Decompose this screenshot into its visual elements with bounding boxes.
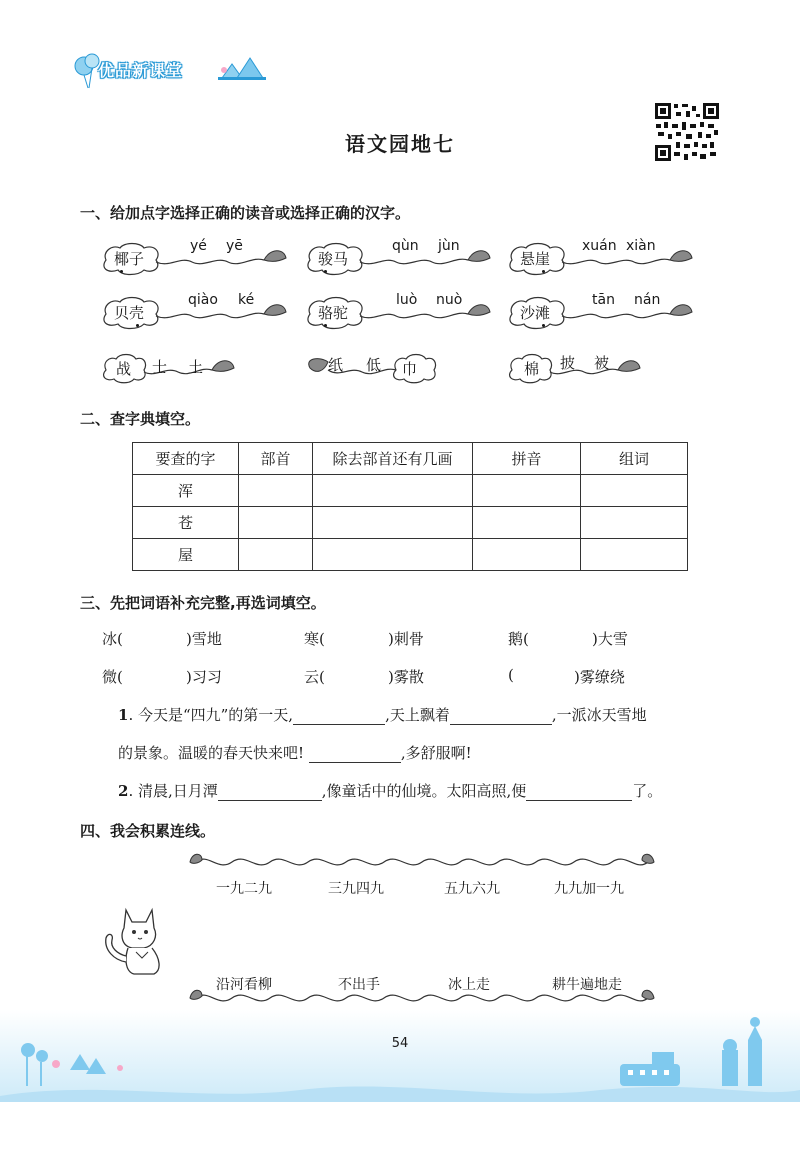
word-cell[interactable] (581, 475, 688, 507)
pinyin-word: 贝壳 (114, 304, 145, 322)
pinyin-item[interactable] (304, 238, 494, 280)
lookup-char: 浑 (133, 475, 239, 507)
match-bottom-item[interactable]: 沿河看柳 (216, 977, 272, 993)
question-text: ,多舒服啊! (400, 744, 472, 762)
pinyin-option-1[interactable]: tān (592, 292, 615, 308)
pinyin-option-1[interactable]: luò (396, 292, 418, 308)
column-header: 组词 (581, 443, 688, 475)
char-item[interactable] (100, 348, 240, 390)
question-text: . 今天是“四九”的第一天, (128, 706, 294, 724)
question-text: ,天上飘着 (385, 706, 450, 724)
question-1-line-2 (118, 742, 472, 763)
section-3-heading: 三、先把词语补充完整,再选词填空。 (80, 594, 326, 612)
pinyin-item[interactable] (304, 292, 494, 334)
char-option-2[interactable]: 被 (594, 354, 610, 372)
char-option-1[interactable]: 纸 (328, 356, 344, 374)
pinyin-option-1[interactable]: xuán (582, 238, 617, 254)
pinyin-word: 骆驼 (318, 304, 349, 322)
match-top-item[interactable]: 九九加一九 (554, 881, 624, 897)
char-word: 巾 (402, 360, 418, 378)
strokes-cell[interactable] (313, 539, 473, 571)
pinyin-option-2[interactable]: jùn (438, 238, 460, 254)
match-bottom-item[interactable]: 耕牛遍地走 (552, 977, 622, 993)
answer-blank[interactable] (526, 783, 632, 801)
column-header: 除去部首还有几画 (313, 443, 473, 475)
pinyin-cell[interactable] (473, 475, 581, 507)
column-header: 部首 (239, 443, 313, 475)
match-top-item[interactable]: 一九二九 (216, 881, 272, 897)
brand-name: 优品新课堂 (98, 61, 184, 80)
pinyin-option-1[interactable]: yé (190, 238, 207, 254)
table-row (133, 475, 688, 507)
pinyin-item[interactable] (100, 292, 290, 334)
answer-blank[interactable] (293, 707, 385, 725)
idiom-part: 冰( (102, 630, 123, 648)
pinyin-cell[interactable] (473, 507, 581, 539)
column-header: 拼音 (473, 443, 581, 475)
lookup-char: 苍 (133, 507, 239, 539)
answer-blank[interactable] (218, 783, 322, 801)
idiom-part: ( (508, 666, 514, 684)
strokes-cell[interactable] (313, 507, 473, 539)
idiom-part: )习习 (186, 668, 222, 686)
idiom-part: 鹅( (508, 630, 529, 648)
idiom-part: )雾缭绕 (574, 668, 625, 686)
section-1-heading: 一、给加点字选择正确的读音或选择正确的汉字。 (80, 204, 411, 222)
word-cell[interactable] (581, 507, 688, 539)
emphasis-dot (136, 324, 139, 327)
pinyin-option-1[interactable]: qiào (188, 292, 218, 308)
char-word: 棉 (524, 360, 540, 378)
answer-blank[interactable] (309, 745, 401, 763)
idiom-part: )大雪 (592, 630, 628, 648)
emphasis-dot (324, 270, 327, 273)
pinyin-option-2[interactable]: yē (226, 238, 243, 254)
emphasis-dot (542, 324, 545, 327)
pinyin-option-2[interactable]: nán (634, 292, 661, 308)
pinyin-item[interactable] (100, 238, 290, 280)
char-option-2[interactable]: 土 (188, 358, 204, 376)
brand-logo (72, 48, 272, 90)
section-4-heading: 四、我会积累连线。 (80, 822, 216, 840)
pinyin-word: 椰子 (114, 250, 145, 268)
pinyin-word: 骏马 (318, 250, 349, 268)
match-top-item[interactable]: 五九六九 (444, 881, 500, 897)
emphasis-dot (324, 324, 327, 327)
question-1-line-1 (118, 704, 647, 725)
question-text: 了。 (632, 782, 663, 800)
section-2-heading: 二、查字典填空。 (80, 410, 201, 428)
radical-cell[interactable] (239, 475, 313, 507)
match-bottom-item[interactable]: 冰上走 (448, 977, 490, 993)
pinyin-option-2[interactable]: ké (238, 292, 255, 308)
cat-illustration-icon (96, 900, 176, 980)
emphasis-dot (542, 270, 545, 273)
char-item[interactable] (304, 348, 444, 390)
question-number: 2 (118, 782, 129, 800)
emphasis-dot (120, 270, 123, 273)
idiom-part: )刺骨 (388, 630, 424, 648)
radical-cell[interactable] (239, 539, 313, 571)
table-row (133, 539, 688, 571)
question-2 (118, 780, 662, 801)
idiom-part: )雪地 (186, 630, 222, 648)
idiom-part: 寒( (304, 630, 325, 648)
matching-area (188, 848, 656, 1018)
pinyin-word: 悬崖 (520, 250, 551, 268)
question-text: ,一派冰天雪地 (551, 706, 647, 724)
answer-blank[interactable] (450, 707, 552, 725)
pinyin-item[interactable] (506, 238, 696, 280)
char-item[interactable] (506, 348, 646, 390)
page-title: 语文园地七 (345, 132, 455, 156)
char-option-1[interactable]: 士 (152, 358, 168, 376)
match-top-item[interactable]: 三九四九 (328, 881, 384, 897)
idiom-part: 微( (102, 668, 123, 686)
table-row (133, 507, 688, 539)
dictionary-table (132, 442, 688, 571)
pinyin-option-2[interactable]: xiàn (626, 238, 656, 254)
word-cell[interactable] (581, 539, 688, 571)
pinyin-item[interactable] (506, 292, 696, 334)
question-text: . 清晨,日月潭 (128, 782, 218, 800)
pinyin-word: 沙滩 (520, 304, 551, 322)
char-option-2[interactable]: 低 (366, 356, 382, 374)
match-bottom-item[interactable]: 不出手 (338, 977, 380, 993)
pinyin-option-1[interactable]: qùn (392, 238, 419, 254)
idiom-part: 云( (304, 668, 325, 686)
footer-scenery-icon (0, 1010, 800, 1110)
table-header-row (133, 443, 688, 475)
strokes-cell[interactable] (313, 475, 473, 507)
lookup-char: 屋 (133, 539, 239, 571)
question-number: 1 (118, 706, 129, 724)
char-word: 战 (116, 360, 132, 378)
idiom-part: )雾散 (388, 668, 424, 686)
page-number: 54 (391, 1036, 409, 1051)
pinyin-option-2[interactable]: nuò (436, 292, 463, 308)
question-text: ,像童话中的仙境。太阳高照,便 (321, 782, 527, 800)
question-text: 的景象。温暖的春天快来吧! (118, 744, 305, 762)
char-option-1[interactable]: 披 (560, 354, 576, 372)
pinyin-cell[interactable] (473, 539, 581, 571)
radical-cell[interactable] (239, 507, 313, 539)
qr-code-icon[interactable] (654, 102, 720, 162)
column-header: 要查的字 (133, 443, 239, 475)
